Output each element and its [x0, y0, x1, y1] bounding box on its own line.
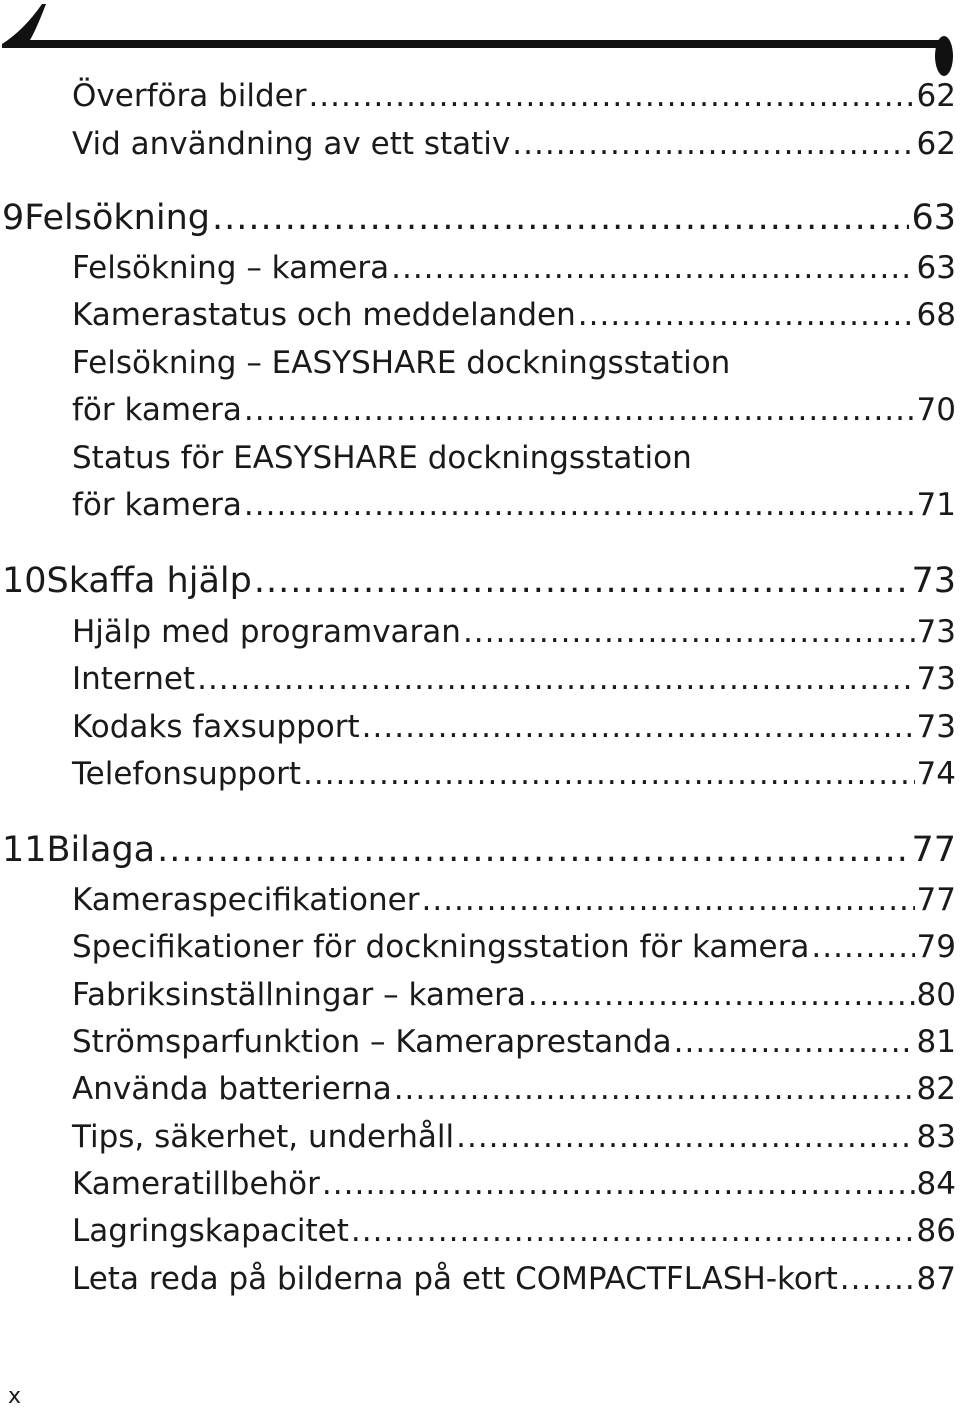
- toc-entry-page: 73: [916, 709, 956, 745]
- toc-entry-page: 82: [916, 1071, 956, 1107]
- toc-entry[interactable]: [0, 1024, 960, 1060]
- toc-chapter[interactable]: [0, 198, 960, 238]
- toc-leader-dots: [197, 661, 914, 697]
- toc-leader-dots: [463, 614, 915, 650]
- toc-entry[interactable]: [0, 392, 960, 428]
- toc-chapter-number: 9: [2, 198, 25, 238]
- toc-leader-dots: [456, 1119, 914, 1155]
- toc-entry-title: för kamera: [72, 487, 242, 523]
- toc-chapter-page: 77: [911, 830, 956, 870]
- toc-chapter-title: Bilaga: [46, 830, 156, 870]
- toc-entry[interactable]: [0, 1166, 960, 1202]
- toc-entry[interactable]: [0, 756, 960, 792]
- toc-entry[interactable]: [0, 78, 960, 114]
- toc-leader-dots: [840, 1261, 915, 1297]
- toc-leader-dots: [528, 977, 915, 1013]
- toc-leader-dots: [674, 1024, 915, 1060]
- toc-entry-page: 73: [916, 614, 956, 650]
- toc-entry-title: Kameratillbehör: [72, 1166, 320, 1202]
- toc-entry[interactable]: [0, 1261, 960, 1297]
- toc-entry-page: 63: [916, 250, 956, 286]
- toc-entry-title: Vid användning av ett stativ: [72, 126, 511, 162]
- toc-entry-title: Kamerastatus och meddelanden: [72, 297, 576, 333]
- toc-entry[interactable]: [0, 614, 960, 650]
- toc-entry[interactable]: [0, 1119, 960, 1155]
- toc-chapter-number: 10: [2, 561, 47, 601]
- toc-leader-dots: [351, 1213, 915, 1249]
- toc-chapter-title: Felsökning: [24, 198, 210, 238]
- toc-entry-title: Internet: [72, 661, 196, 697]
- toc-leader-dots: [303, 756, 915, 792]
- toc-chapter-number: 11: [2, 830, 47, 870]
- toc-entry-title: Överföra bilder: [72, 78, 307, 114]
- toc-entry-page: 80: [916, 977, 956, 1013]
- toc-entry[interactable]: [0, 487, 960, 523]
- toc-chapter-page: 73: [911, 561, 956, 601]
- toc-entry-page: 62: [916, 126, 956, 162]
- toc-entry-page: 73: [916, 661, 956, 697]
- toc-entry-page: 83: [916, 1119, 956, 1155]
- toc-chapter[interactable]: [0, 830, 960, 870]
- header-rule: [0, 0, 960, 80]
- toc-leader-dots: [512, 126, 914, 162]
- toc-entry[interactable]: [0, 882, 960, 918]
- toc-entry-title: Felsökning – EASYSHARE dockningsstation: [72, 345, 731, 381]
- toc-entry[interactable]: [0, 709, 960, 745]
- toc-entry[interactable]: [0, 250, 960, 286]
- toc-leader-dots: [322, 1166, 915, 1202]
- toc-entry[interactable]: [0, 126, 960, 162]
- toc-entry[interactable]: [0, 1071, 960, 1107]
- toc-entry-page: 62: [916, 78, 956, 114]
- toc-entry-title: Fabriksinställningar – kamera: [72, 977, 526, 1013]
- toc-entry-page: 87: [916, 1261, 956, 1297]
- toc-leader-dots: [394, 1071, 915, 1107]
- toc-leader-dots: [308, 78, 914, 114]
- toc-entry-title: Tips, säkerhet, underhåll: [72, 1119, 455, 1155]
- toc-entry[interactable]: [0, 661, 960, 697]
- toc-entry[interactable]: [0, 440, 960, 476]
- toc-leader-dots: [212, 198, 909, 238]
- toc-entry[interactable]: [0, 929, 960, 965]
- toc-leader-dots: [578, 297, 915, 333]
- page-number: x: [8, 1384, 22, 1409]
- toc-leader-dots: [244, 487, 915, 523]
- toc-entry-title: Kodaks faxsupport: [72, 709, 360, 745]
- toc-entry-page: 74: [916, 756, 956, 792]
- toc-chapter[interactable]: [0, 561, 960, 601]
- toc-entry[interactable]: [0, 345, 960, 381]
- toc-entry-page: 68: [916, 297, 956, 333]
- toc-entry-page: 71: [916, 487, 956, 523]
- toc-entry-page: 77: [916, 882, 956, 918]
- toc-leader-dots: [421, 882, 914, 918]
- toc-chapter-title: Skaffa hjälp: [46, 561, 252, 601]
- toc-entry-page: 81: [916, 1024, 956, 1060]
- toc-entry[interactable]: [0, 1213, 960, 1249]
- toc-entry-title: Lagringskapacitet: [72, 1213, 349, 1249]
- toc-entry-title: Felsökning – kamera: [72, 250, 390, 286]
- toc-entry-page: 86: [916, 1213, 956, 1249]
- toc-entry-title: Specifikationer för dockningsstation för kamera: [72, 929, 810, 965]
- toc-entry[interactable]: [0, 297, 960, 333]
- toc-leader-dots: [811, 929, 914, 965]
- toc-entry-page: 79: [916, 929, 956, 965]
- toc-entry-title: Status för EASYSHARE dockningsstation: [72, 440, 692, 476]
- toc-entry-title: Leta reda på bilderna på ett COMPACTFLASH-kort: [72, 1261, 838, 1297]
- toc-leader-dots: [254, 561, 910, 601]
- toc-chapter-page: 63: [911, 198, 956, 238]
- toc-entry-title: för kamera: [72, 392, 242, 428]
- toc-entry-title: Telefonsupport: [72, 756, 301, 792]
- toc-entry-page: 84: [916, 1166, 956, 1202]
- toc-leader-dots: [157, 830, 909, 870]
- toc-entry-title: Hjälp med programvaran: [72, 614, 461, 650]
- toc-entry-title: Kameraspecifikationer: [72, 882, 420, 918]
- toc-leader-dots: [391, 250, 914, 286]
- toc-leader-dots: [362, 709, 915, 745]
- toc-entry-page: 70: [916, 392, 956, 428]
- toc-leader-dots: [244, 392, 915, 428]
- toc-entry[interactable]: [0, 977, 960, 1013]
- toc-entry-title: Strömsparfunktion – Kameraprestanda: [72, 1024, 672, 1060]
- toc-entry-title: Använda batterierna: [72, 1071, 392, 1107]
